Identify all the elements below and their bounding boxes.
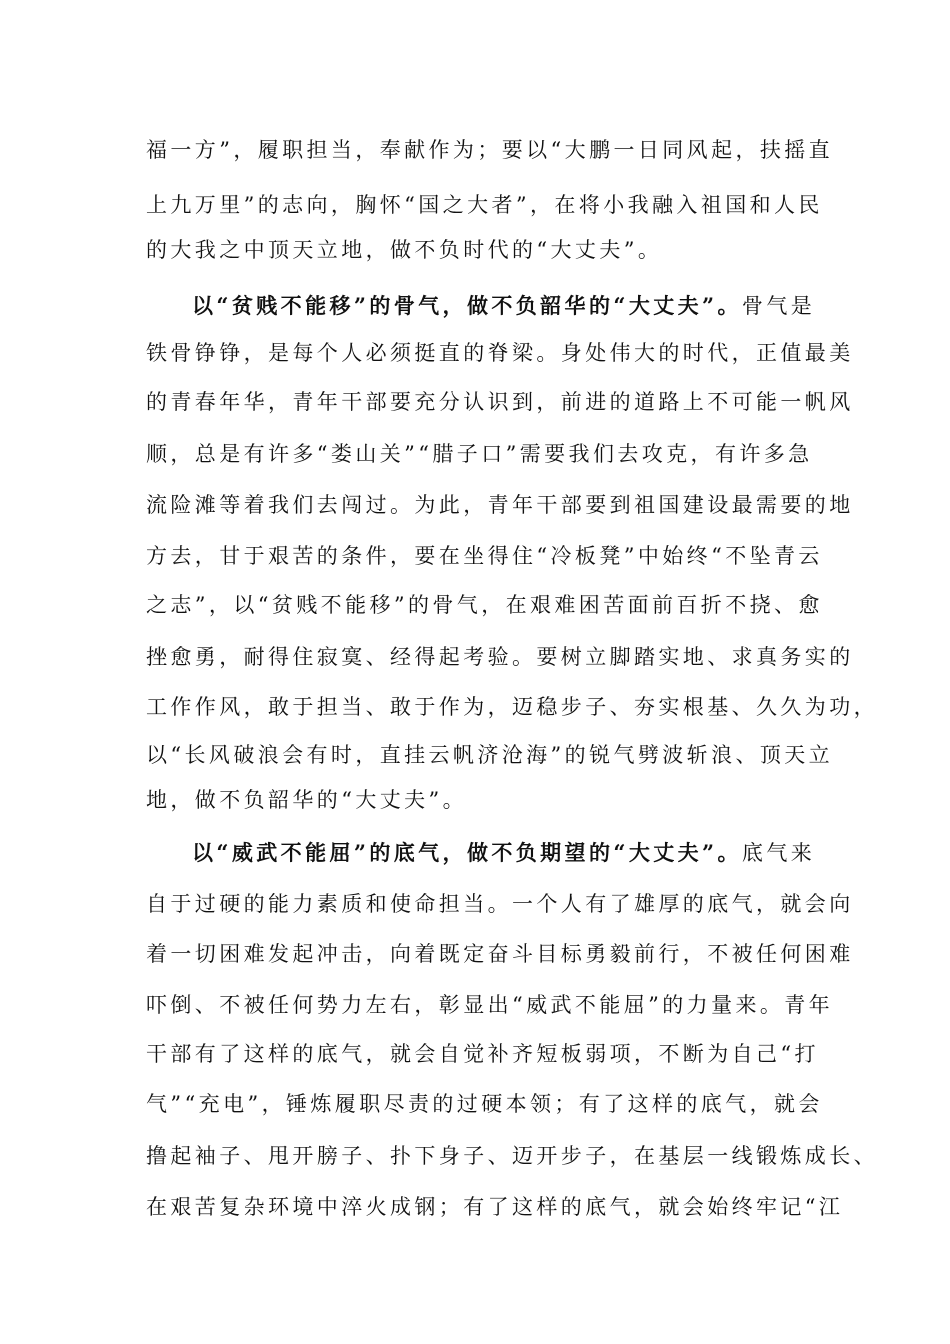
paragraph-1-line-2: 上九万里”的志向，胸怀“国之大者”，在将小我融入祖国和人民 [146,193,823,217]
paragraph-2-line-2: 铁骨铮铮，是每个人必须挺直的脊梁。身处伟大的时代，正值最美 [146,341,854,365]
paragraph-1-line-1: 福一方”，履职担当，奉献作为；要以“大鹏一日同风起，扶摇直 [146,138,834,162]
paragraph-2-heading: 以“贫贱不能移”的骨气，做不负韶华的“大丈夫”。 [192,293,742,318]
paragraph-3-line-4: 吓倒、不被任何势力左右，彰显出“威武不能屈”的力量来。青年 [146,993,834,1017]
paragraph-2-first-line-rest: 骨气是 [741,294,816,318]
paragraph-3-heading: 以“威武不能屈”的底气，做不负期望的“大丈夫”。 [192,840,742,865]
paragraph-2-line-3: 的青春年华，青年干部要充分认识到，前进的道路上不可能一帆风 [146,390,854,414]
paragraph-3-line-8: 在艰苦复杂环境中淬火成钢；有了这样的底气，就会始终牢记“江 [146,1195,844,1219]
paragraph-2-line-8: 挫愈勇，耐得住寂寞、经得起考验。要树立脚踏实地、求真务实的 [146,645,854,669]
paragraph-2-line-4: 顺，总是有许多“娄山关”“腊子口”需要我们去攻克，有许多急 [146,442,813,466]
paragraph-2-line-10: 以“长风破浪会有时，直挂云帆济沧海”的锐气劈波斩浪、顶天立 [146,743,834,767]
paragraph-3-line-7: 撸起袖子、甩开膀子、扑下身子、迈开步子，在基层一线锻炼成长、 [146,1144,878,1168]
paragraph-3-line-6: 气”“充电”，锤炼履职尽责的过硬本领；有了这样的底气，就会 [146,1092,823,1116]
paragraph-2-line-9: 工作作风，敢于担当、敢于作为，迈稳步子、夯实根基、久久为功， [146,695,878,719]
paragraph-1-line-3: 的大我之中顶天立地，做不负时代的“大丈夫”。 [146,238,663,262]
paragraph-3-line-2: 自于过硬的能力素质和使命担当。一个人有了雄厚的底气，就会向 [146,892,854,916]
paragraph-3-first-line-rest: 底气来 [741,841,816,865]
paragraph-2-first-line [192,289,815,323]
paragraph-2-line-5: 流险滩等着我们去闯过。为此，青年干部要到祖国建设最需要的地 [146,493,854,517]
paragraph-3-line-5: 干部有了这样的底气，就会自觉补齐短板弱项，不断为自己“打 [146,1042,819,1066]
paragraph-2-line-11: 地，做不负韶华的“大丈夫”。 [146,788,468,812]
paragraph-2-line-6: 方去，甘于艰苦的条件，要在坐得住“冷板凳”中始终“不坠青云 [146,544,823,568]
paragraph-3-first-line [192,836,815,870]
paragraph-3-line-3: 着一切困难发起冲击，向着既定奋斗目标勇毅前行，不被任何困难 [146,942,854,966]
paragraph-2-line-7: 之志”，以“贫贱不能移”的骨气，在艰难困苦面前百折不挠、愈 [146,593,823,617]
